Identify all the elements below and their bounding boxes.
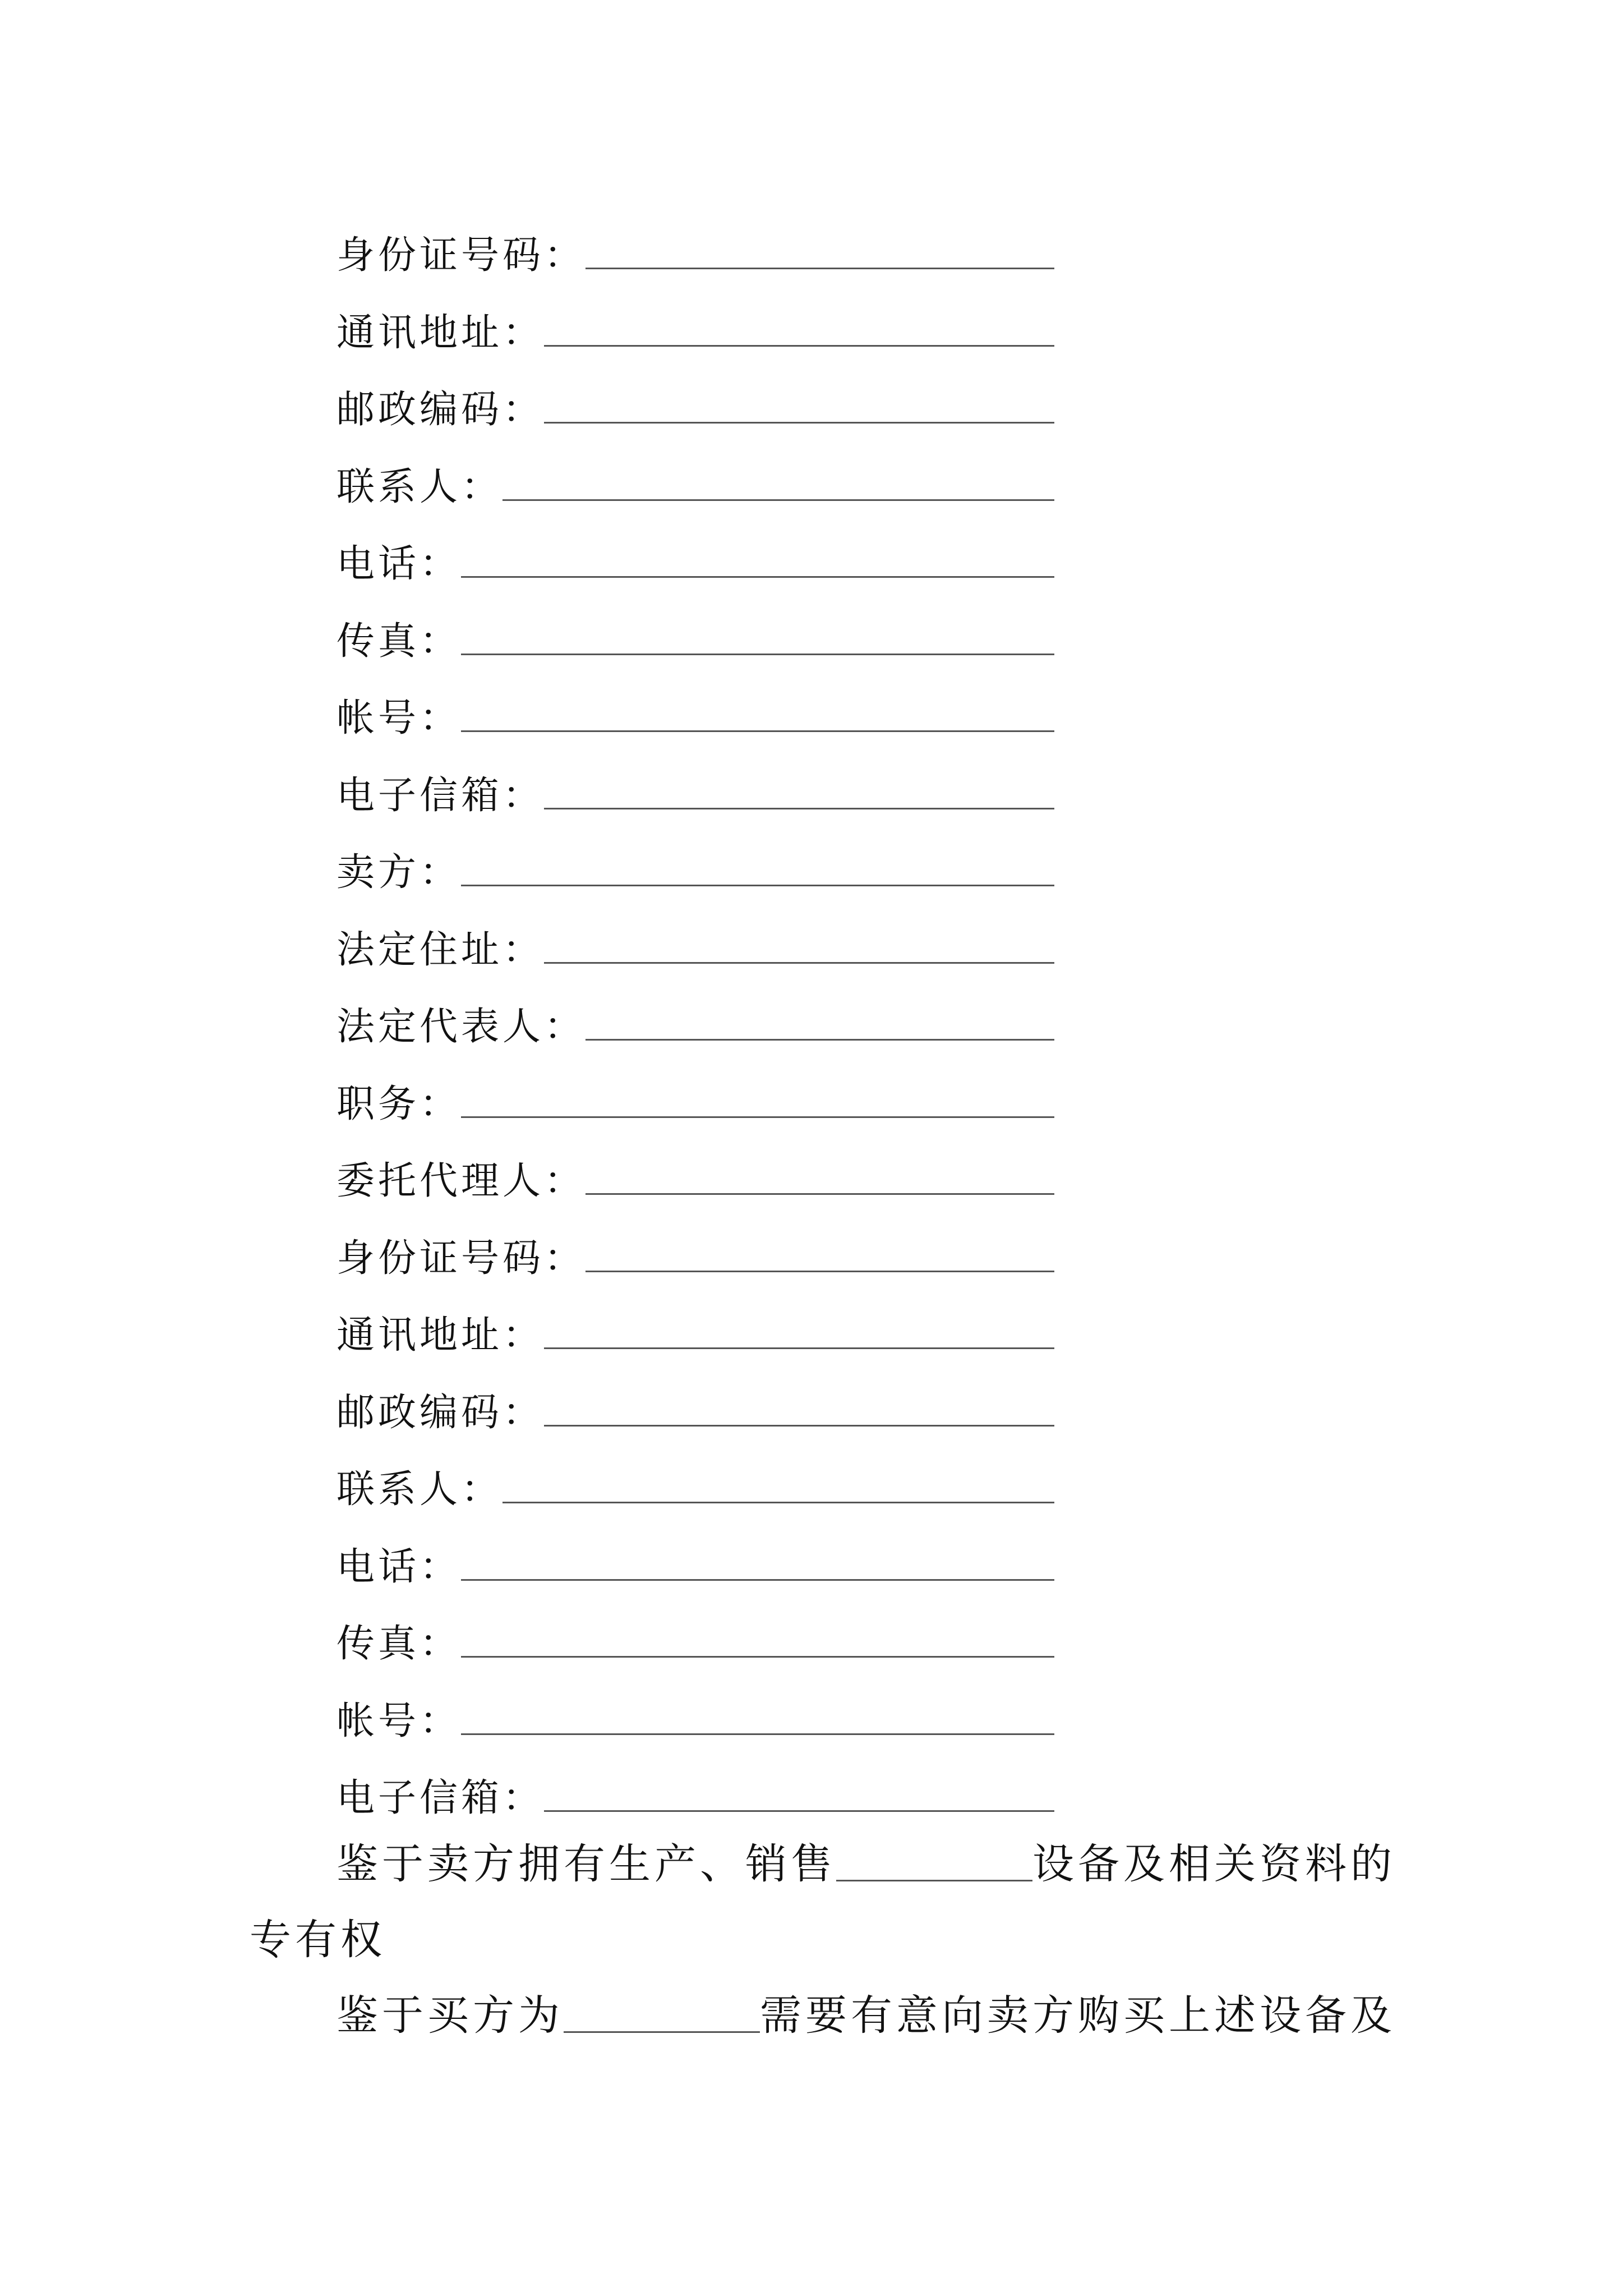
field-blank-line[interactable] [461,522,1054,583]
field-row [336,1679,1054,1741]
field-blank-line[interactable] [544,1756,1054,1818]
underline [544,808,1054,809]
field-label: 法定代表人： [336,1005,586,1049]
underline [461,730,1054,732]
field-row [336,291,1054,355]
underline [544,1425,1054,1427]
underline [544,1347,1054,1349]
field-label: 通讯地址： [336,310,545,355]
field-row [336,367,1054,432]
field-blank-line[interactable] [461,676,1054,738]
underline [461,1116,1054,1118]
field-blank-line[interactable] [461,1602,1054,1663]
paragraph-1-text-b: 设备及相关资料的 [1032,1840,1396,1888]
field-label: 联系人： [336,464,503,509]
field-row [336,599,1054,664]
underline [461,1579,1054,1581]
field-label: 委托代理人： [336,1159,586,1203]
field-blank-line[interactable] [585,1216,1054,1278]
field-row [336,1525,1054,1589]
field-row [336,1062,1054,1124]
product-name-blank[interactable] [836,1840,1032,1885]
field-label: 身份证号码： [336,233,586,278]
purpose-blank[interactable] [564,1991,760,2036]
field-label: 电话： [336,1544,462,1589]
field-label: 传真： [336,1622,462,1666]
field-blank-line[interactable] [544,908,1054,969]
field-row [336,830,1054,895]
field-row [336,1293,1054,1358]
underline [544,1810,1054,1812]
underline [502,499,1054,501]
paragraph-1-text-a: 鉴于卖方拥有生产、销售 [336,1840,836,1888]
underline [585,1271,1054,1272]
underline [544,962,1054,964]
field-row [336,1447,1054,1512]
field-blank-line[interactable] [544,291,1054,352]
underline [585,268,1054,269]
field-blank-line[interactable] [461,1679,1054,1741]
field-label: 联系人： [336,1467,503,1512]
field-row [336,753,1054,818]
field-label: 邮政编码： [336,1390,545,1435]
field-blank-line[interactable] [502,1447,1054,1509]
field-row [336,1370,1054,1435]
field-blank-line[interactable] [502,445,1054,507]
field-label: 电话： [336,542,462,586]
field-row [336,1756,1054,1818]
field-row [336,1139,1054,1203]
paragraph-2-text-b: 需要有意向卖方购买上述设备及 [760,1991,1396,2040]
underline [544,345,1054,347]
field-blank-line[interactable] [544,1293,1054,1355]
field-label: 帐号： [336,696,462,740]
field-row [336,908,1054,972]
underline [585,1193,1054,1195]
field-row [336,1216,1054,1281]
field-blank-line[interactable] [461,1062,1054,1124]
field-row [336,676,1054,738]
underline [461,654,1054,655]
field-label: 电子信箱： [336,1776,545,1820]
underline [461,1656,1054,1658]
field-label: 帐号： [336,1699,462,1743]
field-row [336,1602,1054,1666]
field-blank-line[interactable] [544,753,1054,815]
field-row [336,213,1054,278]
field-blank-line[interactable] [544,1370,1054,1432]
field-blank-line[interactable] [544,367,1054,429]
field-blank-line[interactable] [461,1525,1054,1586]
field-blank-line[interactable] [585,213,1054,275]
underline [461,885,1054,886]
field-label: 电子信箱： [336,773,545,818]
field-label: 职务： [336,1082,462,1126]
paragraph-2-line-1 [336,1975,1396,2040]
field-row [336,522,1054,586]
field-blank-line[interactable] [585,984,1054,1046]
field-label: 身份证号码： [336,1236,586,1281]
field-label: 通讯地址： [336,1313,545,1358]
paragraph-1-line-1 [336,1823,1396,1888]
field-blank-line[interactable] [585,1139,1054,1200]
field-row [336,984,1054,1049]
underline [461,576,1054,578]
underline [585,1039,1054,1041]
field-label: 卖方： [336,850,462,895]
paragraph-1-text-c: 专有权 [250,1916,386,1964]
underline [502,1502,1054,1503]
underline [544,422,1054,424]
paragraph-1-line-2 [250,1899,386,1964]
underline [461,1733,1054,1735]
field-blank-line[interactable] [461,830,1054,892]
field-label: 法定住址： [336,927,545,972]
field-blank-line[interactable] [461,599,1054,661]
field-label: 传真： [336,619,462,664]
field-label: 邮政编码： [336,388,545,432]
paragraph-2-text-a: 鉴于买方为 [336,1991,564,2040]
field-row [336,445,1054,507]
